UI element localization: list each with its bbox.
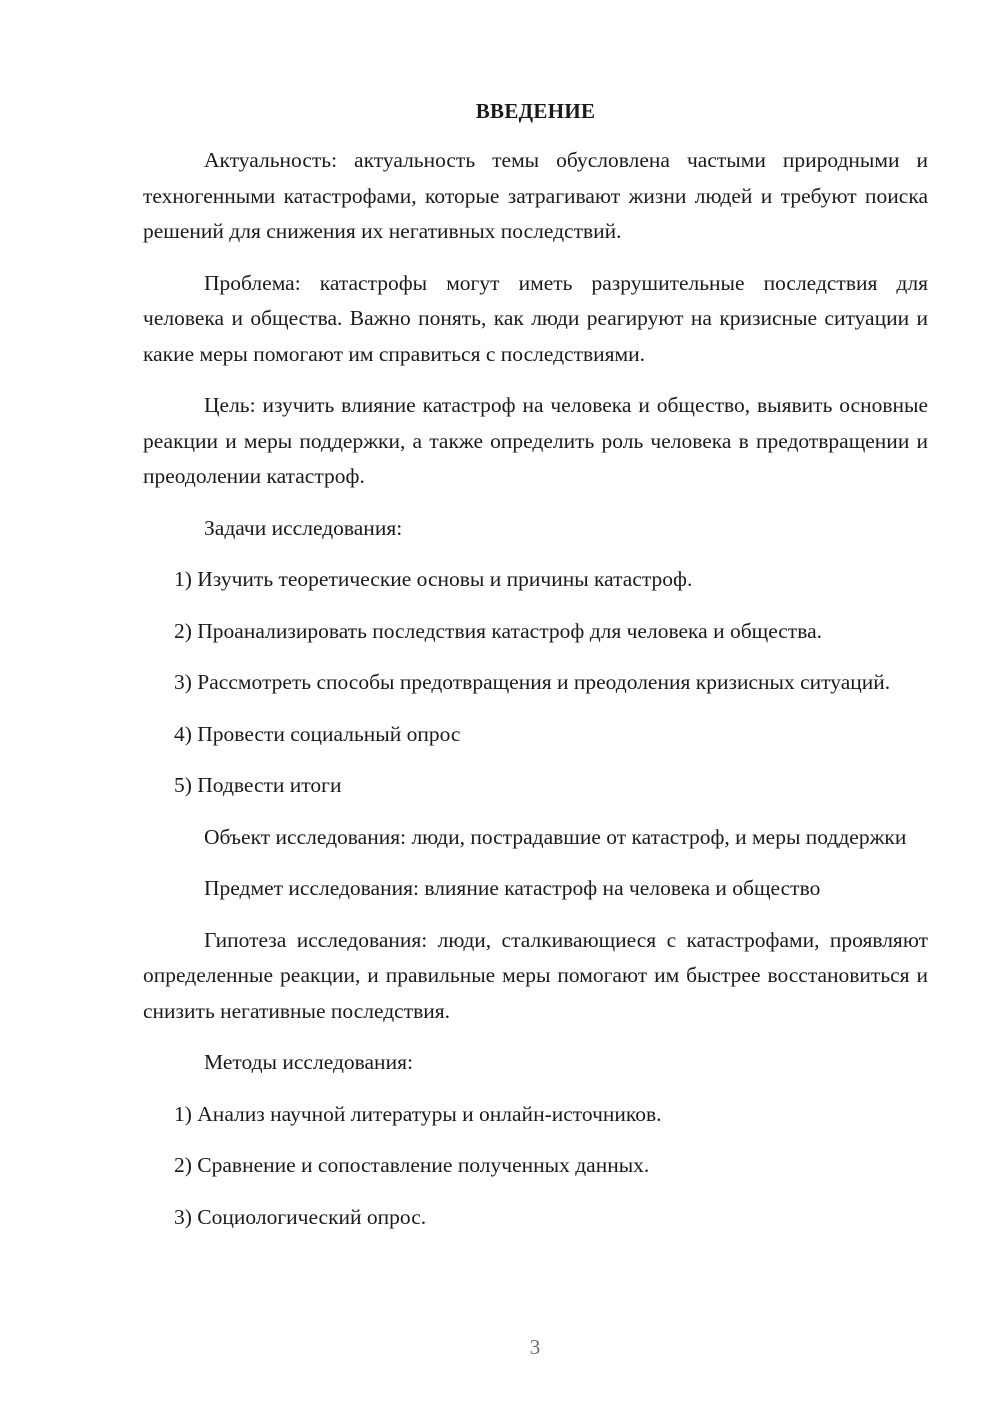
relevance-paragraph: Актуальность: актуальность темы обусловлена частыми природными и техногенными катастрофами, которые затрагивают жизни людей и требуют поиска решений для снижения их негативных последствий. xyxy=(143,148,928,243)
task-item: 5) Подвести итоги xyxy=(174,773,342,797)
method-item: 2) Сравнение и сопоставление полученных данных. xyxy=(174,1153,650,1177)
section-heading: ВВЕДЕНИЕ xyxy=(475,99,596,123)
hypothesis-paragraph: Гипотеза исследования: люди, сталкивающиеся с катастрофами, проявляют определенные реакции, и правильные меры помогают им быстрее восстановиться и снизить негативные последствия. xyxy=(143,927,928,1023)
task-item: 3) Рассмотреть способы предотвращения и преодоления кризисных ситуаций. xyxy=(174,670,891,694)
task-item: 2) Проанализировать последствия катастроф для человека и общества. xyxy=(174,618,822,643)
goal-paragraph: Цель: изучить влияние катастроф на человека и общество, выявить основные реакции и меры поддержки, а также определить роль человека в предотвращении и преодолении катастроф. xyxy=(143,393,928,488)
tasks-title: Задачи исследования: xyxy=(204,515,403,540)
method-item: 1) Анализ научной литературы и онлайн-источников. xyxy=(174,1101,662,1126)
subject-paragraph: Предмет исследования: влияние катастроф на человека и общество xyxy=(204,876,821,900)
object-paragraph: Объект исследования: люди, пострадавшие от катастроф, и меры поддержки xyxy=(204,824,907,849)
page-number: 3 xyxy=(529,1335,541,1359)
page-footer xyxy=(0,1335,1000,1360)
method-item: 3) Социологический опрос. xyxy=(174,1204,427,1229)
task-item: 1) Изучить теоретические основы и причины катастроф. xyxy=(174,567,693,591)
task-item: 4) Провести социальный опрос xyxy=(174,721,461,746)
section-body xyxy=(143,143,928,1251)
methods-title: Методы исследования: xyxy=(204,1050,413,1074)
problem-paragraph: Проблема: катастрофы могут иметь разрушительные последствия для человека и общества. Важно понять, как люди реагируют на кризисные ситуации и какие меры помогают им справиться с последствиями. xyxy=(143,270,928,366)
